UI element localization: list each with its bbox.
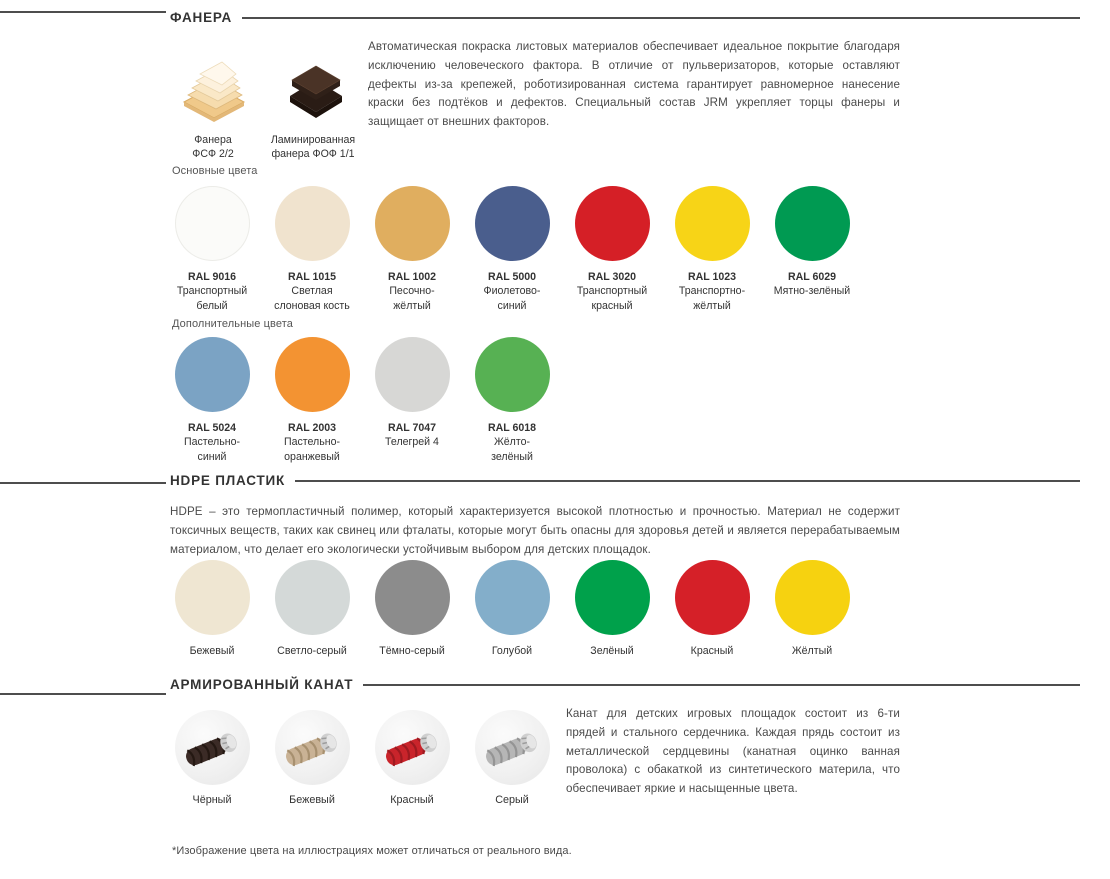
swatch-code: RAL 5000 [487, 271, 537, 283]
swatch-code: RAL 2003 [287, 422, 337, 434]
swatch-name-1: Песочно- [389, 285, 435, 298]
swatch-name-1: Телегрей 4 [385, 436, 439, 449]
plywood-stack-icon [176, 50, 251, 125]
color-dot [475, 337, 550, 412]
thumb-line2: ФСФ 2/2 [192, 148, 234, 161]
swatch-code: RAL 6018 [487, 422, 537, 434]
rope-item-red[interactable] [362, 710, 462, 806]
extra-colors-row [162, 337, 562, 464]
swatch-code: RAL 1002 [387, 271, 437, 283]
swatch-name-1: Пастельно- [183, 436, 241, 449]
swatch-name-1: Жёлто- [493, 436, 530, 449]
section-header-plywood [170, 10, 1080, 25]
rope-black-icon [175, 710, 250, 785]
swatch-code: RAL 7047 [387, 422, 437, 434]
swatch-name: Бежевый [189, 645, 235, 657]
swatch-hdpe-green[interactable] [562, 560, 662, 658]
thumb-plywood-lam [263, 50, 363, 162]
swatch-code: RAL 9016 [187, 271, 237, 283]
swatch-name-1: Фиолетово- [483, 285, 541, 298]
swatch-name: Красный [690, 645, 734, 657]
rope-item-black[interactable] [162, 710, 262, 806]
thumb-line1: Фанера [194, 134, 232, 146]
rope-red-icon [375, 710, 450, 785]
plywood-thumbs [163, 50, 363, 162]
swatch-ral-1002[interactable] [362, 186, 462, 313]
swatch-name: Зелёный [590, 645, 634, 657]
thumb-line1: Ламинированная [270, 134, 356, 146]
swatch-code: RAL 6029 [787, 271, 837, 283]
swatch-ral-6029[interactable] [762, 186, 862, 313]
rope-gray-icon [475, 710, 550, 785]
color-dot [275, 337, 350, 412]
swatch-code: RAL 1015 [287, 271, 337, 283]
swatch-hdpe-dark-gray[interactable] [362, 560, 462, 658]
hdpe-description: HDPE – это термопластичный полимер, который характеризуется высокой плотностью и прочностью. Материал не содержит токсичных веществ, таких как свинец или фталаты, которые могут быть опасны для здоровья детей и является перерабатываемым материалом, что делает его экологически устойчивым выбором для детских площадок. [170, 505, 900, 556]
hdpe-colors-row [162, 560, 862, 658]
color-dot [275, 560, 350, 635]
section-header-rope [170, 677, 1080, 692]
color-dot [775, 186, 850, 261]
swatch-ral-7047[interactable] [362, 337, 462, 464]
color-dot [175, 560, 250, 635]
swatch-hdpe-beige[interactable] [162, 560, 262, 658]
color-dot [575, 186, 650, 261]
swatch-name-1: Транспортно- [678, 285, 746, 298]
swatch-name-2: красный [591, 299, 633, 312]
main-colors-row [162, 186, 862, 313]
plywood-description: Автоматическая покраска листовых материалов обеспечивает идеальное покрытие благодаря исключению человеческого фактора. В отличие от пульверизаторов, которые оставляют дефекты из-за крепежей, роботизированная система гарантирует равномерное нанесение краски без подтёков и дефектов. Специальный состав JRM укрепляет торцы фанеры и защищает от внешних факторов. [368, 40, 900, 129]
swatch-hdpe-blue[interactable] [462, 560, 562, 658]
rope-item-beige[interactable] [262, 710, 362, 806]
color-dot [475, 186, 550, 261]
section-rule-plywood-left [0, 11, 166, 13]
swatch-name-2: слоновая кость [274, 299, 350, 312]
section-title-hdpe: HDPE ПЛАСТИК [170, 473, 286, 488]
swatch-ral-1015[interactable] [262, 186, 362, 313]
thumb-caption [263, 133, 363, 162]
laminated-plywood-icon [276, 50, 351, 125]
label-extra-colors: Дополнительные цвета [172, 318, 293, 330]
swatch-ral-5024[interactable] [162, 337, 262, 464]
swatch-name-2: оранжевый [284, 450, 340, 463]
rope-name: Красный [390, 794, 434, 806]
swatch-ral-6018[interactable] [462, 337, 562, 464]
color-dot [175, 186, 250, 261]
color-dot [375, 186, 450, 261]
swatch-name: Жёлтый [791, 645, 833, 657]
rope-description: Канат для детских игровых площадок состоит из 6-ти прядей и стального сердечника. Каждая прядь состоит из металлической сердцевины (канатная оцинко ванная проволока) с обакаткой из синтетического материла, что обеспечивает яркие и насыщенные цвета. [566, 707, 900, 796]
rope-name: Серый [495, 794, 529, 806]
section-rule-rope-left [0, 693, 166, 695]
thumb-plywood-fsf [163, 50, 263, 162]
swatch-name-1: Транспортный [176, 285, 248, 298]
swatch-name: Голубой [491, 645, 533, 657]
swatch-ral-9016[interactable] [162, 186, 262, 313]
color-dot [675, 186, 750, 261]
rope-name: Бежевый [289, 794, 335, 806]
rope-items-row [162, 710, 562, 806]
color-dot [175, 337, 250, 412]
color-dot [475, 560, 550, 635]
swatch-name: Тёмно-серый [379, 645, 445, 657]
section-title-rope: АРМИРОВАННЫЙ КАНАТ [170, 677, 354, 692]
rope-name: Чёрный [192, 794, 232, 806]
swatch-name-2: жёлтый [693, 299, 731, 312]
swatch-name-1: Мятно-зелёный [773, 285, 851, 298]
section-title-plywood: ФАНЕРА [170, 10, 233, 25]
swatch-hdpe-red[interactable] [662, 560, 762, 658]
thumb-caption [163, 133, 263, 162]
color-dot [575, 560, 650, 635]
rope-beige-icon [275, 710, 350, 785]
rope-item-gray[interactable] [462, 710, 562, 806]
color-dot [275, 186, 350, 261]
swatch-name-2: зелёный [491, 450, 533, 463]
swatch-code: RAL 5024 [187, 422, 237, 434]
swatch-ral-2003[interactable] [262, 337, 362, 464]
swatch-code: RAL 3020 [587, 271, 637, 283]
color-dot [675, 560, 750, 635]
swatch-ral-1023[interactable] [662, 186, 762, 313]
swatch-code: RAL 1023 [687, 271, 737, 283]
divider-right [242, 17, 1080, 19]
section-rule-hdpe-left [0, 482, 166, 484]
color-dot [375, 560, 450, 635]
label-main-colors: Основные цвета [172, 165, 258, 177]
swatch-name-2: жёлтый [393, 299, 431, 312]
swatch-hdpe-yellow[interactable] [762, 560, 862, 658]
swatch-name-1: Транспортный [576, 285, 648, 298]
swatch-name-2: белый [196, 299, 228, 312]
swatch-name-1: Светлая [291, 285, 333, 298]
thumb-line2: фанера ФОФ 1/1 [271, 148, 355, 161]
color-dot [375, 337, 450, 412]
divider-right [295, 480, 1080, 482]
section-header-hdpe [170, 473, 1080, 488]
swatch-name-2: синий [497, 299, 527, 312]
divider-right [363, 684, 1080, 686]
swatch-name: Светло-серый [277, 645, 347, 657]
color-dot [775, 560, 850, 635]
swatch-ral-3020[interactable] [562, 186, 662, 313]
swatch-hdpe-light-gray[interactable] [262, 560, 362, 658]
swatch-ral-5000[interactable] [462, 186, 562, 313]
footnote: *Изображение цвета на иллюстрациях может отличаться от реального вида. [172, 845, 572, 857]
swatch-name-1: Пастельно- [283, 436, 341, 449]
swatch-name-2: синий [197, 450, 227, 463]
